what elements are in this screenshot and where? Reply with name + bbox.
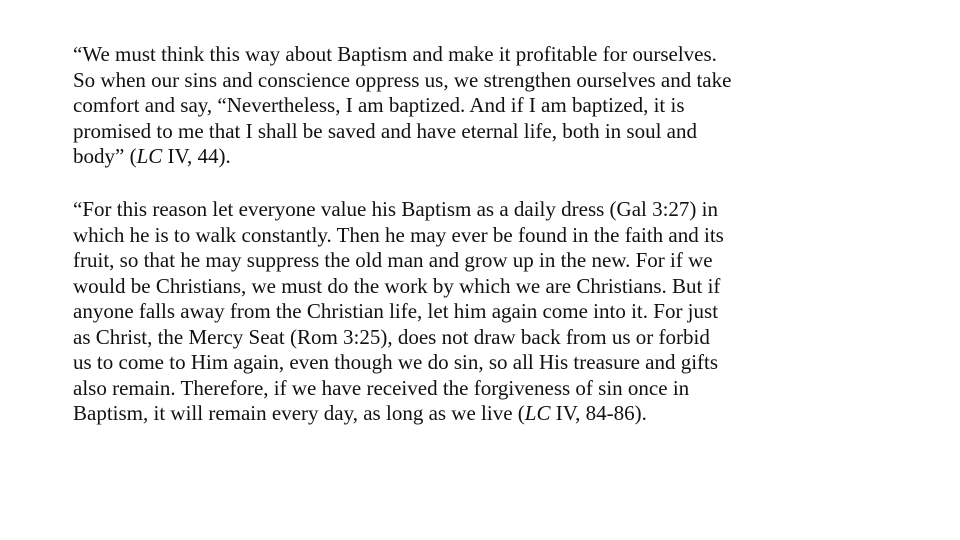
quote-paragraph-2: [73, 197, 903, 427]
text-segment: “For this reason let everyone value his Baptism as a daily dress (Gal 3:27) in: [73, 197, 719, 221]
quote-line: [73, 325, 903, 351]
quote-line: [73, 197, 903, 223]
text-segment: anyone falls away from the Christian life, let him again come into it. For just: [73, 299, 719, 323]
text-segment: also remain. Therefore, if we have received the forgiveness of sin once in: [73, 375, 690, 400]
text-segment: as Christ, the Mercy Seat (Rom 3:25), does not draw back from us or forbid: [73, 324, 710, 349]
quote-line: [73, 93, 903, 119]
text-segment: IV, 44).: [162, 144, 231, 168]
citation-abbrev: LC: [524, 401, 551, 425]
text-segment: promised to me that I shall be saved and have eternal life, both in soul and: [73, 118, 697, 143]
quote-line: [73, 68, 903, 94]
citation-abbrev: LC: [136, 144, 163, 168]
text-segment: IV, 84-86).: [550, 401, 647, 425]
text-segment: So when our sins and conscience oppress us, we strengthen ourselves and take: [73, 67, 732, 92]
text-segment: which he is to walk constantly. Then he may ever be found in the faith and its: [73, 222, 724, 247]
text-segment: body” (: [73, 144, 137, 168]
quote-line: [73, 350, 903, 376]
quote-paragraph-1: [73, 42, 903, 170]
text-segment: fruit, so that he may suppress the old man and grow up in the new. For if we: [73, 248, 713, 272]
quote-line: [73, 144, 903, 170]
quote-line: [73, 223, 903, 249]
quote-line: [73, 401, 903, 427]
quote-line: [73, 42, 903, 68]
text-segment: would be Christians, we must do the work by which we are Christians. But if: [73, 273, 721, 298]
quote-line: [73, 299, 903, 325]
quote-line: [73, 119, 903, 145]
text-segment: Baptism, it will remain every day, as long as we live (: [73, 401, 525, 425]
quote-line: [73, 274, 903, 300]
quote-line: [73, 376, 903, 402]
text-segment: “We must think this way about Baptism and make it profitable for ourselves.: [73, 42, 717, 66]
text-segment: us to come to Him again, even though we do sin, so all His treasure and gifts: [73, 350, 719, 374]
text-segment: comfort and say, “Nevertheless, I am baptized. And if I am baptized, it is: [73, 93, 685, 117]
quote-line: [73, 248, 903, 274]
